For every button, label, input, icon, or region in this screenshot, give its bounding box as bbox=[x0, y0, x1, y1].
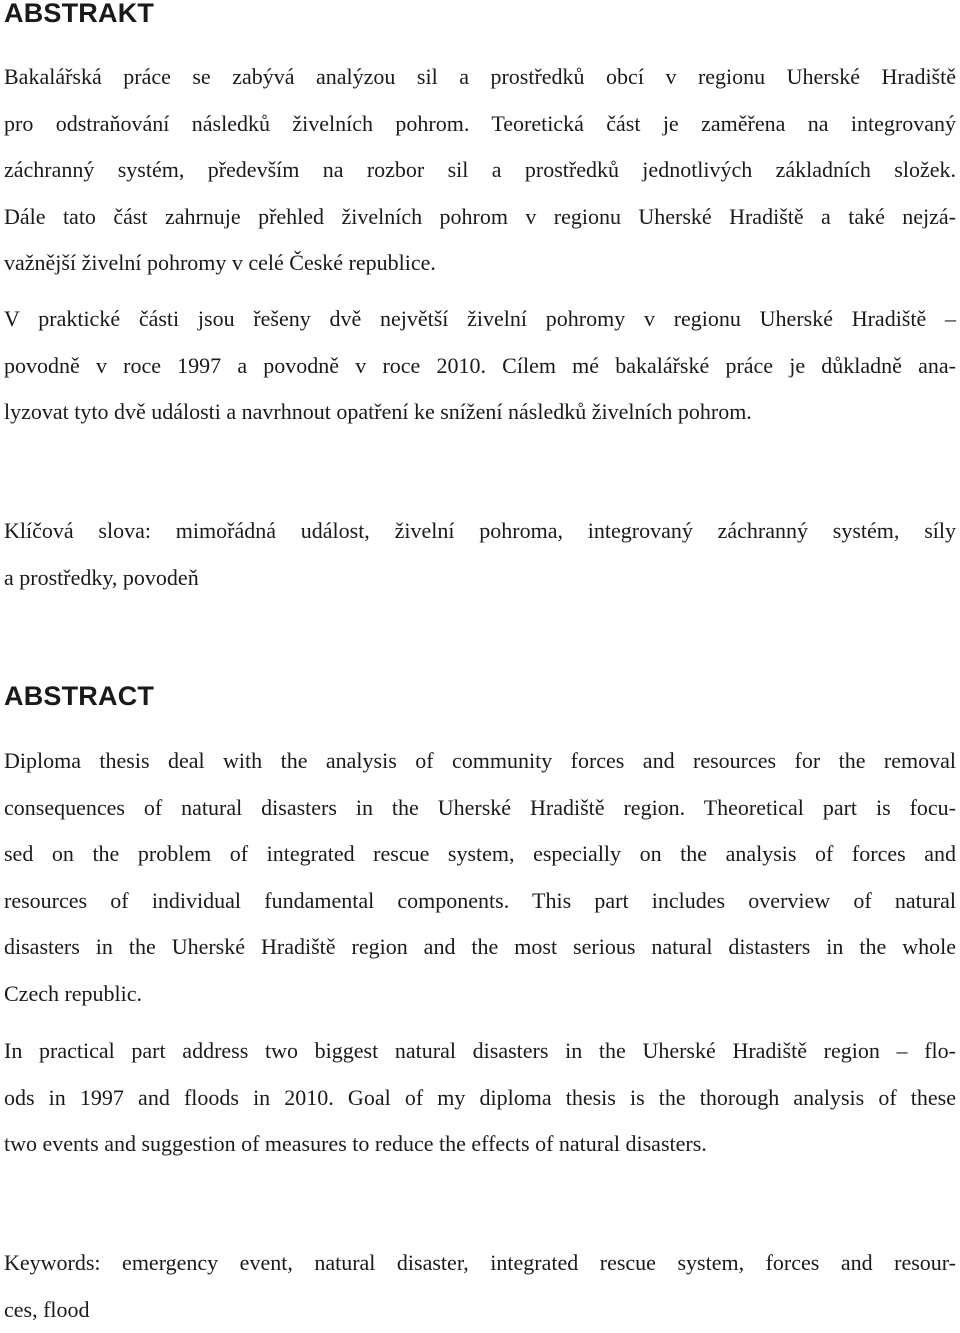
text-line: resources of individual fundamental components. This part includes overview of natural bbox=[4, 878, 956, 925]
text-line: Bakalářská práce se zabývá analýzou sil a prostředků obcí v regionu Uherské Hradiště bbox=[4, 54, 956, 101]
keywords-czech bbox=[4, 508, 956, 601]
text-line: Keywords: emergency event, natural disaster, integrated rescue system, forces and resour- bbox=[4, 1240, 956, 1287]
text-line: pro odstraňování následků živelních pohrom. Teoretická část je zaměřena na integrovaný bbox=[4, 101, 956, 148]
text-line: Klíčová slova: mimořádná událost, živelní pohroma, integrovaný záchranný systém, síly bbox=[4, 508, 956, 555]
text-line: lyzovat tyto dvě události a navrhnout opatření ke snížení následků živelních pohrom. bbox=[4, 389, 956, 436]
text-line: Dále tato část zahrnuje přehled živelních pohrom v regionu Uherské Hradiště a také nejzá- bbox=[4, 194, 956, 241]
abstract-heading-english: ABSTRACT bbox=[4, 681, 154, 712]
text-line: Czech republic. bbox=[4, 971, 956, 1018]
text-line: In practical part address two biggest natural disasters in the Uherské Hradiště region – flo- bbox=[4, 1028, 956, 1075]
text-line: disasters in the Uherské Hradiště region and the most serious natural distasters in the whole bbox=[4, 924, 956, 971]
text-line: two events and suggestion of measures to reduce the effects of natural disasters. bbox=[4, 1121, 956, 1168]
text-line: záchranný systém, především na rozbor sil a prostředků jednotlivých základních složek. bbox=[4, 147, 956, 194]
abstract-paragraph-czech-1 bbox=[4, 54, 956, 287]
text-line: a prostředky, povodeň bbox=[4, 555, 956, 602]
text-line: povodně v roce 1997 a povodně v roce 2010. Cílem mé bakalářské práce je důkladně ana- bbox=[4, 343, 956, 390]
keywords-english bbox=[4, 1240, 956, 1333]
abstract-heading-czech: ABSTRAKT bbox=[4, 0, 154, 29]
text-line: consequences of natural disasters in the Uherské Hradiště region. Theoretical part is focu- bbox=[4, 785, 956, 832]
text-line: sed on the problem of integrated rescue system, especially on the analysis of forces and bbox=[4, 831, 956, 878]
text-line: Diploma thesis deal with the analysis of community forces and resources for the removal bbox=[4, 738, 956, 785]
abstract-paragraph-english-2 bbox=[4, 1028, 956, 1168]
abstract-paragraph-english-1 bbox=[4, 738, 956, 1017]
text-line: važnější živelní pohromy v celé České republice. bbox=[4, 240, 956, 287]
text-line: ces, flood bbox=[4, 1287, 956, 1333]
text-line: ods in 1997 and floods in 2010. Goal of my diploma thesis is the thorough analysis of these bbox=[4, 1075, 956, 1122]
abstract-paragraph-czech-2 bbox=[4, 296, 956, 436]
text-line: V praktické části jsou řešeny dvě největší živelní pohromy v regionu Uherské Hradiště – bbox=[4, 296, 956, 343]
